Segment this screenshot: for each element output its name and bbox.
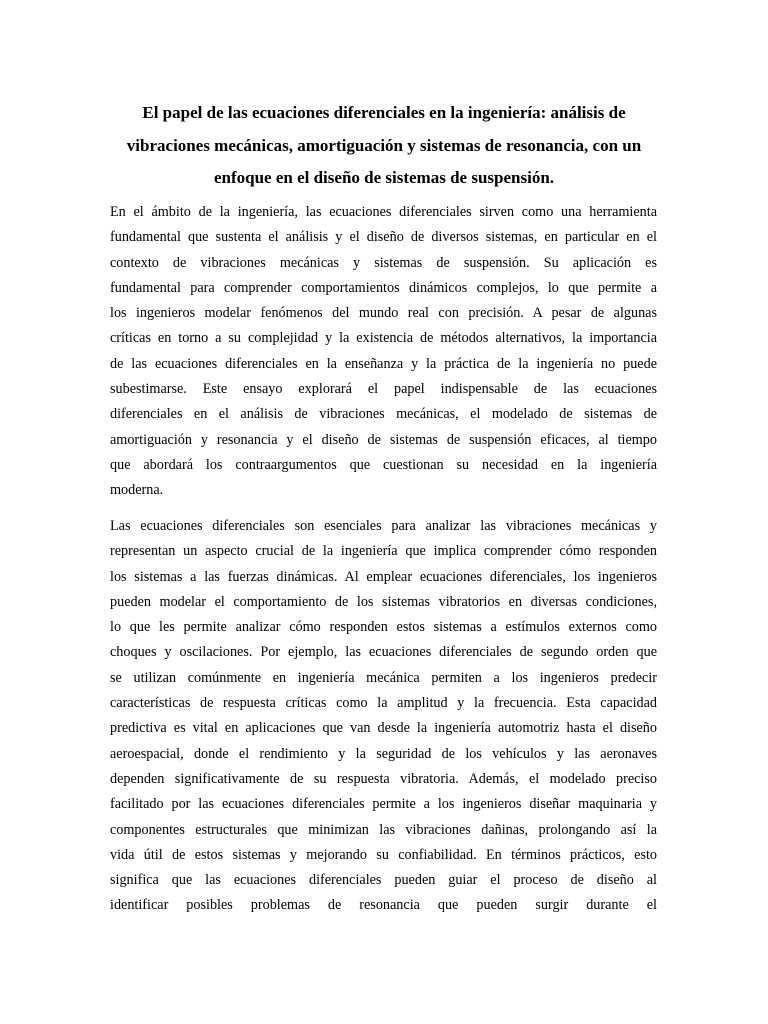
paragraph-line: los sistemas a las fuerzas dinámicas. Al emplear ecuaciones diferenciales, los ingenieros — [110, 568, 657, 585]
paragraph-line: predictiva es vital en aplicaciones que van desde la ingeniería automotriz hasta el diseño — [110, 720, 657, 737]
paragraph-line: componentes estructurales que minimizan las vibraciones dañinas, prolongando así la — [110, 821, 657, 838]
title-line: El papel de las ecuaciones diferenciales en la ingeniería: análisis de — [142, 103, 626, 122]
paragraph-line: significa que las ecuaciones diferenciales pueden guiar el proceso de diseño al — [110, 872, 657, 889]
paragraph-line: moderna. — [110, 482, 164, 499]
paragraph-line: los ingenieros modelar fenómenos del mundo real con precisión. A pesar de algunas — [110, 305, 657, 322]
paragraph-line: vida útil de estos sistemas y mejorando su confiabilidad. En términos prácticos, esto — [110, 846, 657, 863]
paragraph-line: que abordará los contraargumentos que cuestionan su necesidad en la ingeniería — [110, 456, 657, 473]
paragraph-line: representan un aspecto crucial de la ingeniería que implica comprender cómo responden — [110, 543, 657, 560]
paragraph-line: fundamental que sustenta el análisis y el diseño de diversos sistemas, en particular en el — [110, 229, 657, 246]
paragraph-line: pueden modelar el comportamiento de los sistemas vibratorios en diversas condiciones, — [110, 593, 657, 610]
paragraph-line: diferenciales en el análisis de vibraciones mecánicas, el modelado de sistemas de — [110, 406, 657, 423]
paragraph-line: críticas en torno a su complejidad y la existencia de métodos alternativos, la importancia — [110, 330, 657, 347]
paragraph-line: amortiguación y resonancia y el diseño de sistemas de suspensión eficaces, al tiempo — [110, 431, 657, 448]
title-line: vibraciones mecánicas, amortiguación y sistemas de resonancia, con un — [126, 135, 642, 155]
paragraph-line: se utilizan comúnmente en ingeniería mecánica permiten a los ingenieros predecir — [110, 669, 657, 686]
title-line: enfoque en el diseño de sistemas de suspensión. — [213, 168, 555, 187]
paragraph-line: lo que les permite analizar cómo responden estos sistemas a estímulos externos como — [110, 619, 657, 636]
paragraph-line: dependen significativamente de su respuesta vibratoria. Además, el modelado preciso — [110, 770, 657, 787]
paragraph-line: de las ecuaciones diferenciales en la enseñanza y la práctica de la ingeniería no puede — [110, 355, 657, 372]
paragraph-line: contexto de vibraciones mecánicas y sistemas de suspensión. Su aplicación es — [110, 254, 657, 271]
paragraph-line: choques y oscilaciones. Por ejemplo, las ecuaciones diferenciales de segundo orden que — [110, 644, 657, 661]
paragraph-line: aeroespacial, donde el rendimiento y la seguridad de los vehículos y las aeronaves — [110, 745, 657, 762]
paragraph-line: En el ámbito de la ingeniería, las ecuaciones diferenciales sirven como una herramienta — [110, 204, 657, 220]
paragraph-1 — [110, 200, 657, 504]
paragraph-line: subestimarse. Este ensayo explorará el papel indispensable de las ecuaciones — [110, 381, 657, 398]
paragraph-line: fundamental para comprender comportamientos dinámicos complejos, lo que permite a — [110, 279, 657, 296]
paragraph-line: facilitado por las ecuaciones diferenciales permite a los ingenieros diseñar maquinaria y — [110, 796, 657, 813]
paragraph-line: identificar posibles problemas de resonancia que pueden surgir durante el — [110, 897, 657, 914]
paragraph-line: características de respuesta críticas como la amplitud y la frecuencia. Esta capacidad — [110, 695, 657, 712]
paragraph-line: Las ecuaciones diferenciales son esenciales para analizar las vibraciones mecánicas y — [110, 518, 657, 534]
document-title — [108, 97, 660, 195]
paragraph-2 — [110, 514, 657, 919]
